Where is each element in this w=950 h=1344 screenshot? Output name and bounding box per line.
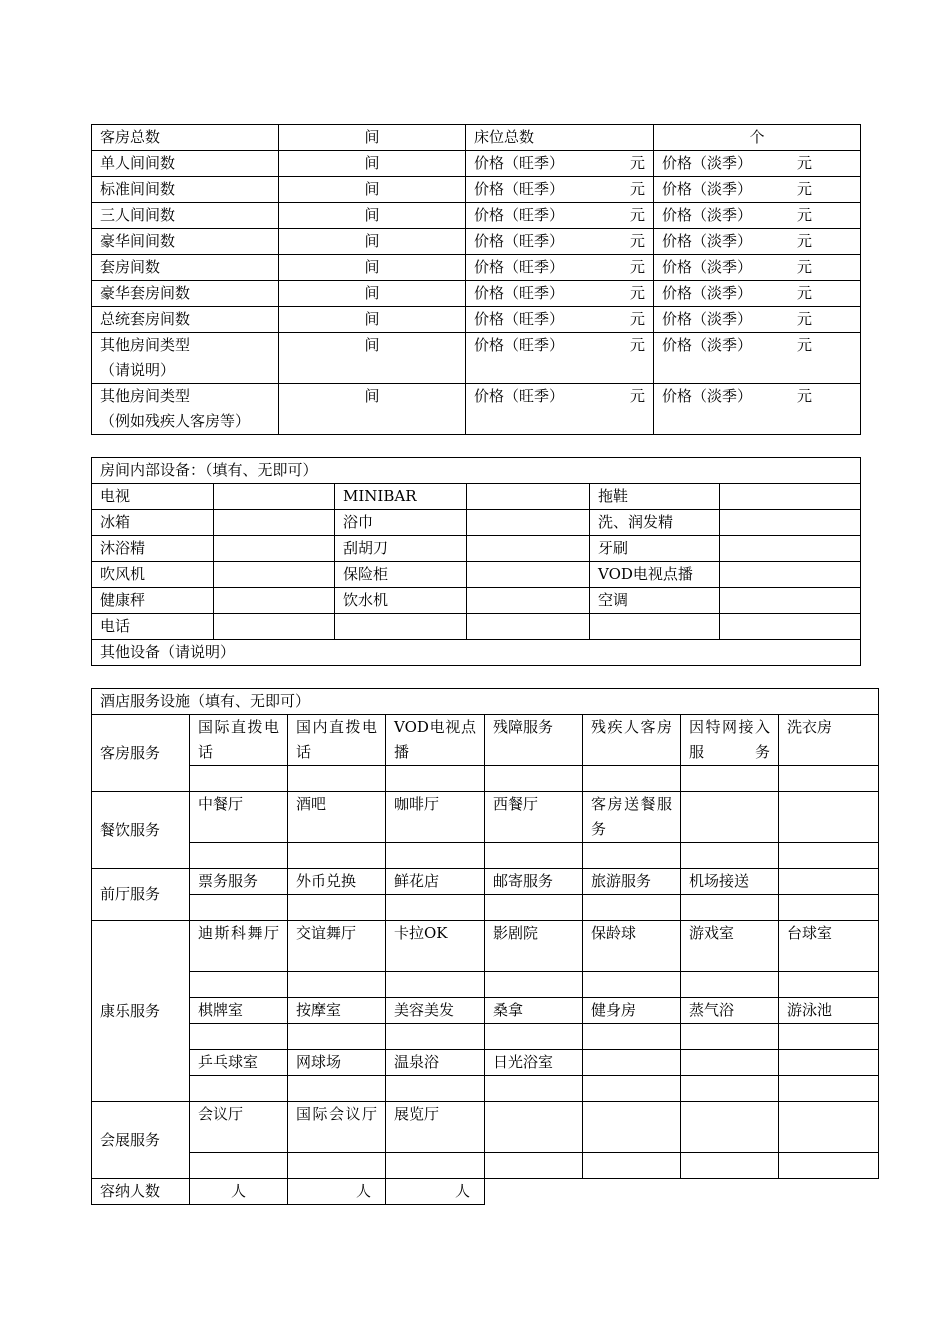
service-item: 国际直拨电话 [190,715,288,766]
service-value[interactable] [190,1153,288,1179]
service-item: 按摩室 [288,998,386,1024]
service-item: 中餐厅 [190,792,288,843]
service-item [485,1102,583,1153]
service-value[interactable] [779,972,879,998]
room-count-cell[interactable]: 间 [279,384,466,435]
bed-total-label: 床位总数 [466,125,654,151]
service-value[interactable] [681,1076,779,1102]
service-item: 美容美发 [386,998,485,1024]
service-value[interactable] [485,843,583,869]
equipment-label: 健康秤 [92,588,214,614]
peak-price-cell[interactable]: 价格（旺季） 元 [466,177,654,203]
front-service-label: 前厅服务 [92,869,190,921]
service-item: 洗衣房 [779,715,879,766]
table-row [92,1153,879,1179]
room-service-label: 客房服务 [92,715,190,792]
table-row [92,177,861,203]
room-type-label: 豪华间间数 [92,229,279,255]
peak-price-cell[interactable]: 价格（旺季） 元 [466,255,654,281]
room-equipment-table [91,457,861,666]
service-item: 健身房 [583,998,681,1024]
equipment-label [590,614,720,640]
other-room-line2: （请说明） [100,361,176,379]
service-value[interactable] [583,972,681,998]
peak-price-cell[interactable]: 价格（旺季） 元 [466,229,654,255]
service-value[interactable] [190,895,288,921]
total-rooms-label: 客房总数 [92,125,279,151]
service-item: 游戏室 [681,921,779,972]
service-item: 鲜花店 [386,869,485,895]
service-value[interactable] [386,972,485,998]
equipment-value[interactable] [720,562,861,588]
equipment-label: 拖鞋 [590,484,720,510]
capacity-cell[interactable]: 人 [288,1179,386,1205]
service-item: 桑拿 [485,998,583,1024]
service-value[interactable] [288,843,386,869]
table-row [92,510,861,536]
service-value[interactable] [485,1153,583,1179]
service-item: 残障服务 [485,715,583,766]
equipment-value[interactable] [720,536,861,562]
equipment-value[interactable] [214,588,335,614]
capacity-label: 容纳人数 [92,1179,190,1205]
hotel-services-table [91,688,879,1205]
equipment-label: 浴巾 [335,510,467,536]
room-count-cell[interactable]: 间 [279,307,466,333]
table-row [92,536,861,562]
service-item [681,792,779,843]
service-value[interactable] [485,766,583,792]
table-row [92,203,861,229]
table-row [92,614,861,640]
off-price-cell[interactable]: 价格（淡季） 元 [654,307,861,333]
table-row [92,1179,879,1205]
service-item [583,1050,681,1076]
capacity-cell[interactable]: 人 [190,1179,288,1205]
table-row [92,562,861,588]
equipment-value[interactable] [467,484,590,510]
table-row [92,715,879,766]
service-value[interactable] [681,972,779,998]
table-row [92,766,879,792]
service-item: 外币兑换 [288,869,386,895]
service-value[interactable] [485,1076,583,1102]
room-type-label: 单人间间数 [92,151,279,177]
service-value[interactable] [583,766,681,792]
service-item: 卡拉OK [386,921,485,972]
service-item: 咖啡厅 [386,792,485,843]
service-value[interactable] [681,766,779,792]
equipment-label: 洗、润发精 [590,510,720,536]
table-row [92,1102,879,1153]
equipment-label: 吹风机 [92,562,214,588]
service-item: 台球室 [779,921,879,972]
equipment-value[interactable] [214,510,335,536]
service-value[interactable] [190,766,288,792]
service-item: 保龄球 [583,921,681,972]
equipment-value[interactable] [467,562,590,588]
equipment-value[interactable] [720,614,861,640]
service-value[interactable] [583,895,681,921]
equipment-value[interactable] [720,588,861,614]
table-row [92,229,861,255]
service-item: 国内直拨电话 [288,715,386,766]
service-item: 日光浴室 [485,1050,583,1076]
service-value[interactable] [386,1024,485,1050]
service-item [681,1050,779,1076]
table-row [92,998,879,1024]
service-value[interactable] [386,1076,485,1102]
table-row [92,689,879,715]
room-count-cell[interactable]: 间 [279,281,466,307]
service-value[interactable] [779,766,879,792]
service-item: 酒吧 [288,792,386,843]
table-row [92,792,879,843]
service-value[interactable] [190,1024,288,1050]
service-value[interactable] [583,1076,681,1102]
capacity-cell[interactable]: 人 [386,1179,485,1205]
service-value[interactable] [485,972,583,998]
equipment-value[interactable] [467,614,590,640]
equipment-label [335,614,467,640]
peak-price-cell[interactable]: 价格（旺季） 元 [466,307,654,333]
table-row [92,1076,879,1102]
table-row [92,869,879,895]
services-title: 酒店服务设施（填有、无即可） [92,689,879,715]
equipment-value[interactable] [467,510,590,536]
table-row [92,972,879,998]
table-row [92,458,861,484]
table-row [92,281,861,307]
peak-price-cell[interactable]: 价格（旺季） 元 [466,203,654,229]
table-row [92,384,861,435]
room-count-cell[interactable]: 间 [279,177,466,203]
room-count-cell[interactable]: 间 [279,151,466,177]
table-row [92,588,861,614]
service-value[interactable] [190,843,288,869]
service-value[interactable] [386,843,485,869]
equipment-value[interactable] [214,536,335,562]
service-item: VOD电视点播 [386,715,485,766]
service-item: 票务服务 [190,869,288,895]
service-value[interactable] [485,895,583,921]
equipment-title: 房间内部设备：（填有、无即可） [92,458,861,484]
service-value[interactable] [288,1076,386,1102]
service-item [779,1102,879,1153]
service-value[interactable] [190,1076,288,1102]
room-unit[interactable]: 间 [279,125,466,151]
equipment-label: MINIBAR [335,484,467,510]
service-value[interactable] [779,1153,879,1179]
equipment-label: VOD电视点播 [590,562,720,588]
equipment-label: 饮水机 [335,588,467,614]
service-item [583,1102,681,1153]
service-item [779,1050,879,1076]
equipment-label: 冰箱 [92,510,214,536]
room-count-cell[interactable]: 间 [279,203,466,229]
service-value[interactable] [583,1153,681,1179]
off-price-cell[interactable]: 价格（淡季） 元 [654,255,861,281]
peak-price-cell[interactable]: 价格（旺季） 元 [466,281,654,307]
equipment-value[interactable] [214,484,335,510]
service-value[interactable] [779,1024,879,1050]
service-value[interactable] [681,895,779,921]
service-item: 网球场 [288,1050,386,1076]
service-item: 乒乓球室 [190,1050,288,1076]
room-type-label: 豪华套房间数 [92,281,279,307]
equipment-label: 沐浴精 [92,536,214,562]
equipment-label: 保险柜 [335,562,467,588]
service-item: 邮寄服务 [485,869,583,895]
room-count-table [91,124,861,435]
service-value[interactable] [386,895,485,921]
service-value[interactable] [583,843,681,869]
dining-service-label: 餐饮服务 [92,792,190,869]
service-item: 残疾人客房 [583,715,681,766]
table-row [92,125,861,151]
service-item: 国际会议厅 [288,1102,386,1153]
room-type-label: 套房间数 [92,255,279,281]
service-value[interactable] [386,1153,485,1179]
service-value[interactable] [681,1153,779,1179]
off-price-cell[interactable]: 价格（淡季） 元 [654,151,861,177]
room-type-label: 三人间间数 [92,203,279,229]
service-item: 西餐厅 [485,792,583,843]
room-type-label: 总统套房间数 [92,307,279,333]
service-value[interactable] [288,1024,386,1050]
convention-service-label: 会展服务 [92,1102,190,1179]
service-item: 棋牌室 [190,998,288,1024]
service-value[interactable] [288,1153,386,1179]
room-type-label: 标准间间数 [92,177,279,203]
off-price-cell[interactable]: 价格（淡季） 元 [654,229,861,255]
service-item: 展览厅 [386,1102,485,1153]
service-item: 游泳池 [779,998,879,1024]
service-item: 因特网接入服务 [681,715,779,766]
service-item: 影剧院 [485,921,583,972]
table-row [92,843,879,869]
equipment-label: 刮胡刀 [335,536,467,562]
other-room-type-label [92,384,279,435]
equipment-value[interactable] [720,510,861,536]
service-value[interactable] [485,1024,583,1050]
equipment-value[interactable] [214,562,335,588]
off-price-cell[interactable]: 价格（淡季） 元 [654,281,861,307]
table-row [92,1024,879,1050]
equipment-value[interactable] [720,484,861,510]
service-value[interactable] [386,766,485,792]
service-item [681,1102,779,1153]
service-value[interactable] [288,895,386,921]
other-room-line2: （例如残疾人客房等） [100,412,251,430]
other-room-line1: 其他房间类型 [100,387,191,405]
off-price-cell[interactable]: 价格（淡季） 元 [654,384,861,435]
recreation-service-label: 康乐服务 [92,921,190,1102]
service-item: 蒸气浴 [681,998,779,1024]
service-item: 交谊舞厅 [288,921,386,972]
other-room-type-label [92,333,279,384]
table-row [92,640,861,666]
room-count-cell[interactable]: 间 [279,229,466,255]
other-equipment[interactable]: 其他设备（请说明） [92,640,861,666]
service-item: 旅游服务 [583,869,681,895]
service-item [779,792,879,843]
equipment-value[interactable] [467,536,590,562]
service-value[interactable] [681,1024,779,1050]
room-count-cell[interactable]: 间 [279,333,466,384]
equipment-label: 空调 [590,588,720,614]
other-room-line1: 其他房间类型 [100,336,191,354]
peak-price-cell[interactable]: 价格（旺季） 元 [466,384,654,435]
peak-price-cell[interactable]: 价格（旺季） 元 [466,151,654,177]
table-row [92,151,861,177]
service-value[interactable] [583,1024,681,1050]
bed-unit[interactable]: 个 [654,125,861,151]
service-item: 温泉浴 [386,1050,485,1076]
room-count-cell[interactable]: 间 [279,255,466,281]
off-price-cell[interactable]: 价格（淡季） 元 [654,177,861,203]
service-value[interactable] [779,1076,879,1102]
peak-price-cell[interactable]: 价格（旺季） 元 [466,333,654,384]
off-price-cell[interactable]: 价格（淡季） 元 [654,203,861,229]
equipment-label: 牙刷 [590,536,720,562]
table-row [92,895,879,921]
equipment-label: 电话 [92,614,214,640]
service-item: 机场接送 [681,869,779,895]
table-row [92,307,861,333]
service-value[interactable] [190,972,288,998]
service-value[interactable] [288,972,386,998]
table-row [92,333,861,384]
table-row [92,484,861,510]
table-row [92,255,861,281]
equipment-value[interactable] [214,614,335,640]
equipment-value[interactable] [467,588,590,614]
off-price-cell[interactable]: 价格（淡季） 元 [654,333,861,384]
service-value[interactable] [288,766,386,792]
service-value[interactable] [681,843,779,869]
service-item: 迪斯科舞厅 [190,921,288,972]
service-item [779,869,879,895]
empty-cell [485,1179,879,1205]
service-value[interactable] [779,843,879,869]
service-item: 会议厅 [190,1102,288,1153]
equipment-label: 电视 [92,484,214,510]
service-item: 客房送餐服务 [583,792,681,843]
service-value[interactable] [779,895,879,921]
table-row [92,921,879,972]
table-row [92,1050,879,1076]
